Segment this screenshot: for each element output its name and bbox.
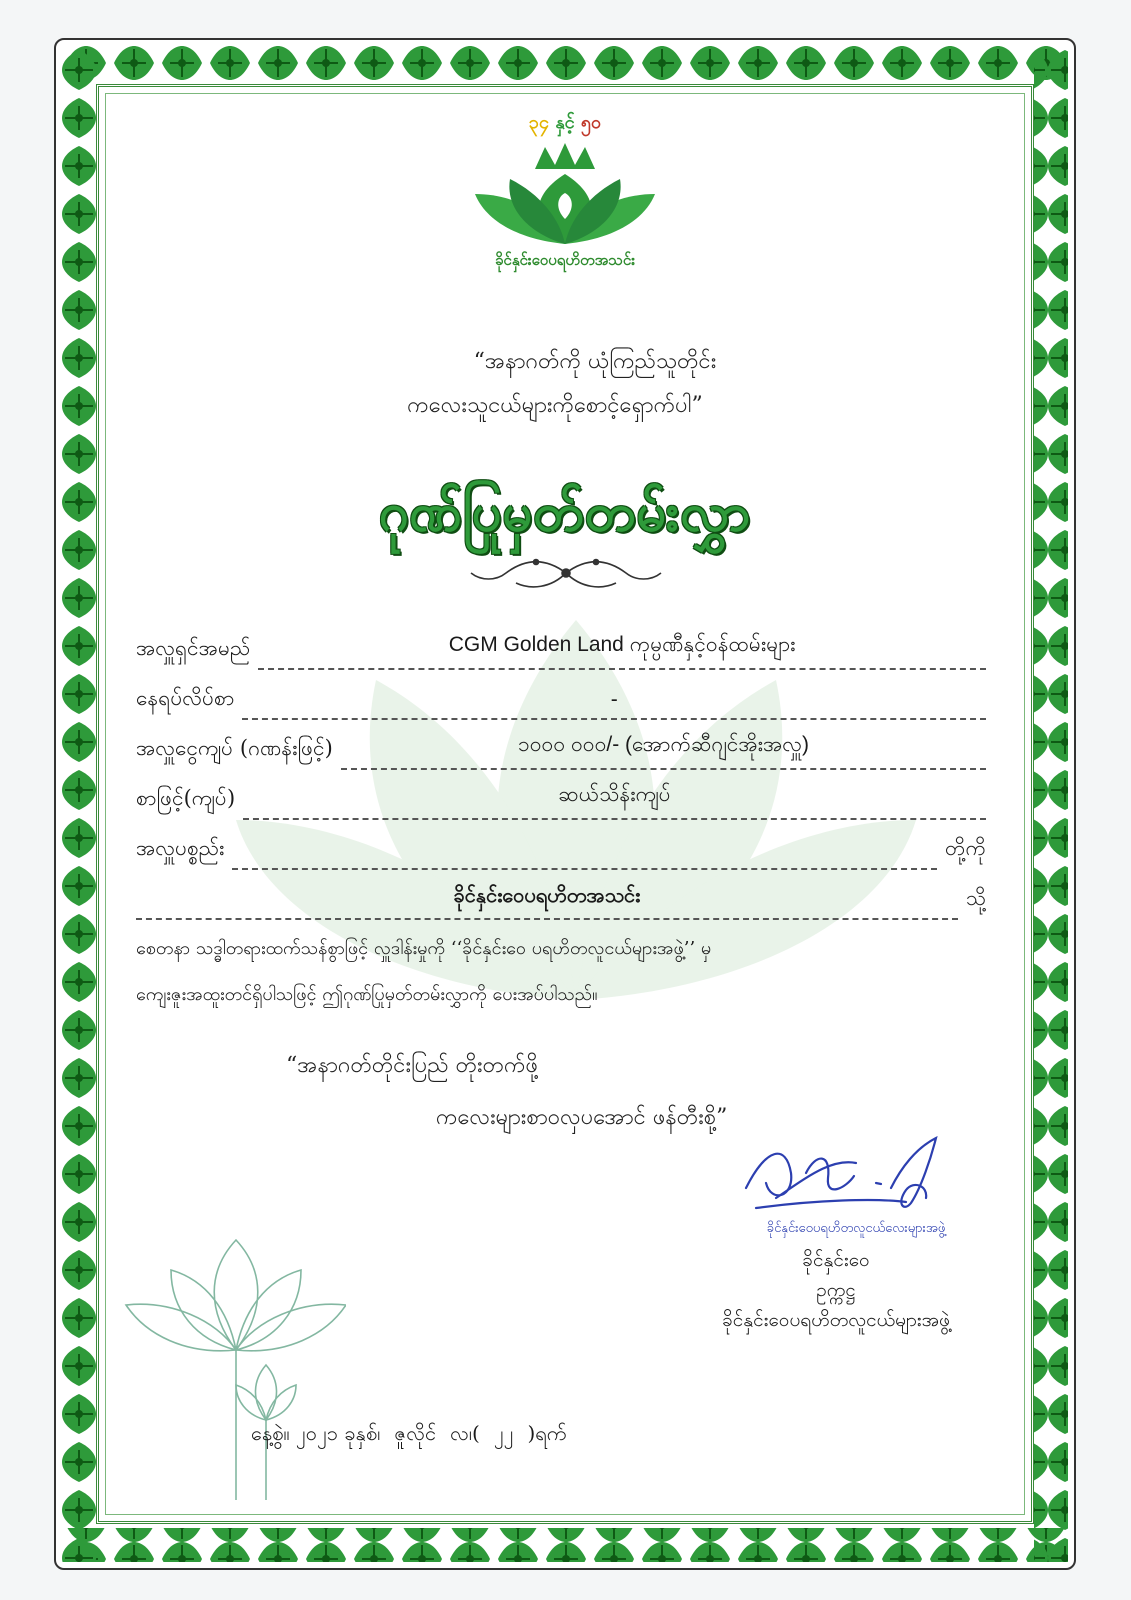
address-value: -: [610, 688, 618, 711]
donated-items-suffix: တို့ကို: [945, 836, 986, 860]
acknowledgement-line-2: ကျေးဇူးအထူးတင်ရှိပါသဖြင့် ဤဂုဏ်ပြုမှတ်တမ်းလွှာကို ပေးအပ်ပါသည်။: [136, 984, 598, 1005]
acknowledgement-line-1: စေတနာ သဒ္ဓါတရားထက်သန်စွာဖြင့် လှူဒါန်းမှုကို ‘‘ခိုင်နှင်းဝေ ပရဟိတလူငယ်များအဖွဲ့’’ မှ: [136, 938, 712, 959]
logo-organization-name: ခိုင်နှင်းဝေပရဟိတအသင်း: [494, 251, 636, 269]
ornamental-flourish: [466, 548, 666, 598]
motto-line-1: “အနာဂတ်ကို ယုံကြည်သူတိုင်း: [473, 349, 717, 374]
signer-block: [656, 1245, 1016, 1335]
date-day: ၂၂: [493, 1421, 514, 1445]
amount-numeric-value: ၁၀၀၀ ၀၀၀/- (အောက်ဆီဂျင်အိုးအလှူ): [517, 733, 809, 756]
date-prefix: နေ့စွဲ။ ၂၀၂၁ ခုနှစ်၊: [251, 1421, 381, 1445]
organization-logo: [56, 110, 1074, 273]
signature-caption: ခိုင်နှင်းဝေပရဟိတလူငယ်လေးများအဖွဲ့: [766, 1221, 946, 1236]
donor-name-value: CGM Golden Land ကုမ္ပဏီနှင့်ဝန်ထမ်းများ: [448, 633, 796, 656]
anniversary-badge: ၃၄ နှင့် ၅၀: [528, 112, 602, 133]
recipient-suffix: သို့: [965, 886, 986, 910]
field-amount-numeric: အလှူငွေကျပ် (ဂဏန်းဖြင့်) ၁၀၀၀ ၀၀၀/- (အောက်ဆီဂျင်အိုးအလှူ): [136, 720, 986, 770]
date-suffix: )ရက်: [527, 1421, 567, 1445]
certificate-sheet: [54, 38, 1076, 1570]
field-donated-items: အလှူပစ္စည်း တို့ကို: [136, 820, 986, 870]
signer-role: ဥက္ကဋ္ဌ: [816, 1279, 856, 1301]
signer-organization: ခိုင်နှင်းဝေပရဟိတလူငယ်များအဖွဲ့: [722, 1309, 950, 1331]
lotus-crown-emblem: [475, 139, 655, 249]
donation-fields: [136, 620, 986, 920]
date-day-label: လ၊(: [450, 1421, 480, 1445]
closing-line-1: “အနာဂတ်တိုင်းပြည် တိုးတက်ဖို့: [286, 1053, 539, 1078]
handwritten-signature: [736, 1128, 956, 1218]
lotus-corner-illustration: [116, 1230, 346, 1500]
signer-name: ခိုင်နှင်းဝေ: [802, 1249, 870, 1271]
acknowledgement-text: [136, 926, 996, 1018]
field-amount-words: စာဖြင့်(ကျပ်) ဆယ်သိန်းကျပ်: [136, 770, 986, 820]
field-recipient: [136, 870, 986, 920]
top-motto: [56, 340, 1074, 428]
certificate-date: [251, 1420, 851, 1450]
recipient-value: ခိုင်နှင်းဝေပရဟိတအသင်း: [453, 883, 641, 907]
closing-line-2: ကလေးများစာဝလှပအောင် ဖန်တီးစို့”: [436, 1105, 728, 1130]
date-month: ဇူလိုင်: [394, 1421, 437, 1445]
field-donor-name: အလှူရှင်အမည် CGM Golden Land ကုမ္ပဏီနှင့်ဝန်ထမ်းများ: [136, 620, 986, 670]
motto-line-2: ကလေးသူငယ်များကိုစောင့်ရှောက်ပါ”: [407, 393, 703, 418]
certificate-title: ဂုဏ်ပြုမှတ်တမ်းလွှာ: [378, 482, 752, 543]
field-address: နေရပ်လိပ်စာ -: [136, 670, 986, 720]
amount-words-value: ဆယ်သိန်းကျပ်: [558, 783, 671, 806]
